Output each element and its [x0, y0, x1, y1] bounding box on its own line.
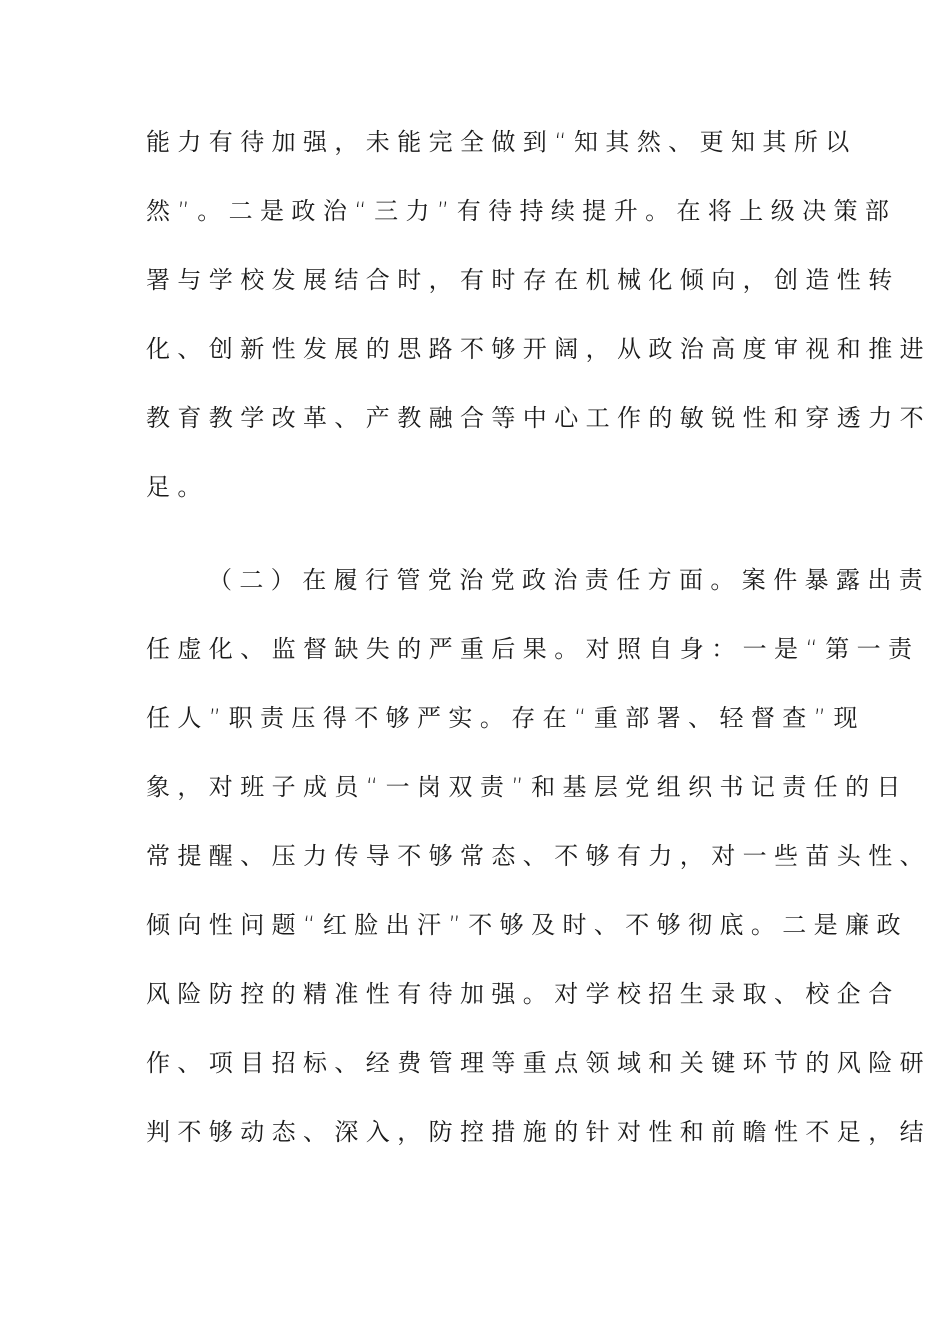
- paragraph-line: 风险防控的精准性有待加强。对学校招生录取、校企合: [146, 980, 900, 1008]
- paragraph-line: 作、项目招标、经费管理等重点领域和关键环节的风险研: [146, 1049, 931, 1077]
- paragraph-line: 象，对班子成员“一岗双责”和基层党组织书记责任的日: [146, 773, 908, 801]
- paragraph-line: 常提醒、压力传导不够常态、不够有力，对一些苗头性、: [146, 842, 931, 870]
- paragraph-line: 署与学校发展结合时，有时存在机械化倾向，创造性转: [146, 266, 900, 294]
- paragraph-line: 任虚化、监督缺失的严重后果。对照自身：一是“第一责: [146, 635, 920, 663]
- paragraph-line: 化、创新性发展的思路不够开阔，从政治高度审视和推进: [146, 335, 931, 363]
- paragraph-line: 教育教学改革、产教融合等中心工作的敏锐性和穿透力不: [146, 404, 931, 432]
- paragraph-line: 足。: [146, 473, 209, 501]
- paragraph-line: 判不够动态、深入，防控措施的针对性和前瞻性不足，结: [146, 1118, 931, 1146]
- paragraph-line: 任人”职责压得不够严实。存在“重部署、轻督查”现: [146, 704, 865, 732]
- paragraph-line: 然”。二是政治“三力”有待持续提升。在将上级决策部: [146, 197, 897, 225]
- paragraph-line: 能力有待加强，未能完全做到“知其然、更知其所以: [146, 128, 857, 156]
- section-heading-line: （二）在履行管党治党政治责任方面。案件暴露出责: [208, 566, 931, 594]
- paragraph-line: 倾向性问题“红脸出汗”不够及时、不够彻底。二是廉政: [146, 911, 908, 939]
